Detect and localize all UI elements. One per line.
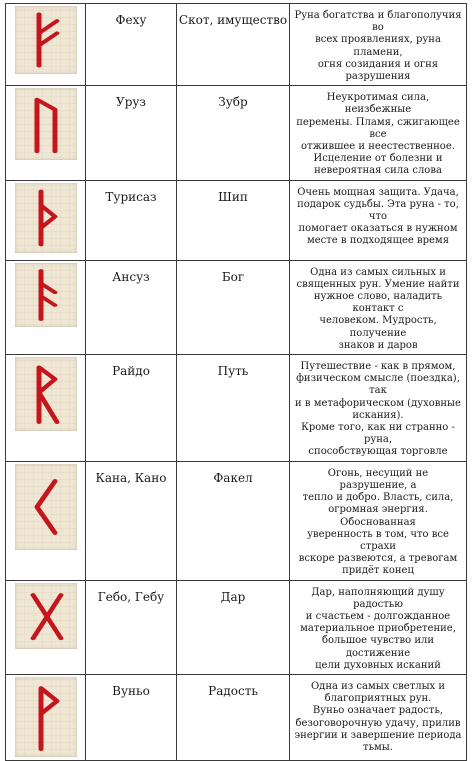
description-line: Исцеление от болезни и [313,153,443,165]
description-line: месте в подходящее время [306,235,450,247]
rune-image-cell [6,180,86,260]
description-line: Руна богатства и благополучия во [294,10,462,34]
description-line: невероятная сила слова [314,165,442,177]
rune-description [290,86,467,180]
description-line: тьмы. [363,741,393,753]
description-line: цели духовных исканий [315,659,441,671]
rune-image-cell [6,86,86,180]
description-line: уверенность в том, что все страхи [307,528,449,552]
table-row [6,4,467,86]
description-line: придёт конец [342,565,414,577]
rune-image-cell [6,461,86,580]
description-line: Очень мощная защита. Удача, [297,186,459,198]
rune-meaning: Зубр [177,86,290,180]
table-row [6,674,467,760]
description-line: благоприятных рун. [324,693,432,705]
description-line: тепло и добро. Власть, сила, [302,492,454,504]
rune-description [290,674,467,760]
description-line: искания). [352,409,404,421]
rune-name: Гебо, Гебу [86,580,177,674]
description-line: человеком. Мудрость, получение [319,315,437,339]
table-row [6,580,467,674]
rune-name: Райдо [86,355,177,462]
description-line: Путешествие - как в прямом, [300,361,456,373]
description-line: отжившее и неестественное. [301,141,455,153]
fehu-rune-icon [15,6,77,74]
description-line: и в метафорическом (духовные [295,397,461,409]
rune-name: Турисаз [86,180,177,260]
description-line: огня созидания и огня разрушения [317,58,439,83]
description-line: большое чувство или достижение [321,635,435,659]
rune-meaning: Шип [177,180,290,260]
raido-rune-icon [15,357,77,431]
table-row [6,461,467,580]
rune-meaning: Бог [177,260,290,354]
description-line: Одна из самых сильных и [310,266,446,278]
rune-image-cell [6,4,86,86]
description-line: физическом смысле (поездка), так [296,373,460,397]
description-line: священных рун. Умение найти [296,278,460,290]
rune-image-cell [6,580,86,674]
description-line: перемены. Пламя, сжигающее все [296,116,460,140]
gebo-rune-icon [15,583,77,649]
description-line: огромная энергия. Обоснованная [328,504,428,528]
description-line: вскоре развеются, а тревогам [298,553,458,565]
description-line: Вуньо означает радость, [312,705,444,717]
thurisaz-rune-icon [15,183,77,253]
table-row [6,86,467,180]
runes-table [5,3,467,761]
rune-meaning: Путь [177,355,290,462]
rune-description [290,580,467,674]
description-line: Кроме того, как ни странно - руна, [301,422,455,446]
description-line: знаков и даров [338,339,418,351]
description-line: способствующая торговле [308,446,448,458]
rune-meaning: Скот, имущество [177,4,290,86]
description-line: нужное слово, наладить контакт с [313,291,443,315]
rune-name: Вуньо [86,674,177,760]
description-line: Огонь, несущий не разрушение, а [327,467,429,491]
description-line: Неукротимая сила, неизбежные [326,92,430,116]
rune-description [290,4,467,86]
rune-name: Кана, Кано [86,461,177,580]
description-line: и счастьем - долгожданное [305,610,451,622]
rune-image-cell [6,355,86,462]
description-line: помогает оказаться в нужном [298,223,458,235]
rune-description [290,461,467,580]
table-row [6,355,467,462]
rune-meaning: Радость [177,674,290,760]
rune-name: Ансуз [86,260,177,354]
rune-description [290,180,467,260]
description-line: безоговорочную удачу, прилив [295,717,461,729]
ansuz-rune-icon [15,263,77,327]
rune-meaning: Факел [177,461,290,580]
rune-description [290,355,467,462]
description-line: энергии и завершение периода [294,729,462,741]
table-row [6,180,467,260]
rune-image-cell [6,260,86,354]
rune-image-cell [6,674,86,760]
kano-rune-icon [15,464,77,550]
rune-name: Феху [86,4,177,86]
description-line: материальное приобретение, [300,623,456,635]
wunjo-rune-icon [15,677,77,757]
rune-name: Уруз [86,86,177,180]
rune-description [290,260,467,354]
table-row [6,260,467,354]
rune-meaning: Дар [177,580,290,674]
description-line: Одна из самых светлых и [310,680,446,692]
description-line: Дар, наполняющий душу радостью [311,586,445,610]
uruz-rune-icon [15,88,77,160]
description-line: всех проявлениях, руна пламени, [315,34,441,58]
description-line: подарок судьбы. Эта руна - то, что [297,198,459,223]
